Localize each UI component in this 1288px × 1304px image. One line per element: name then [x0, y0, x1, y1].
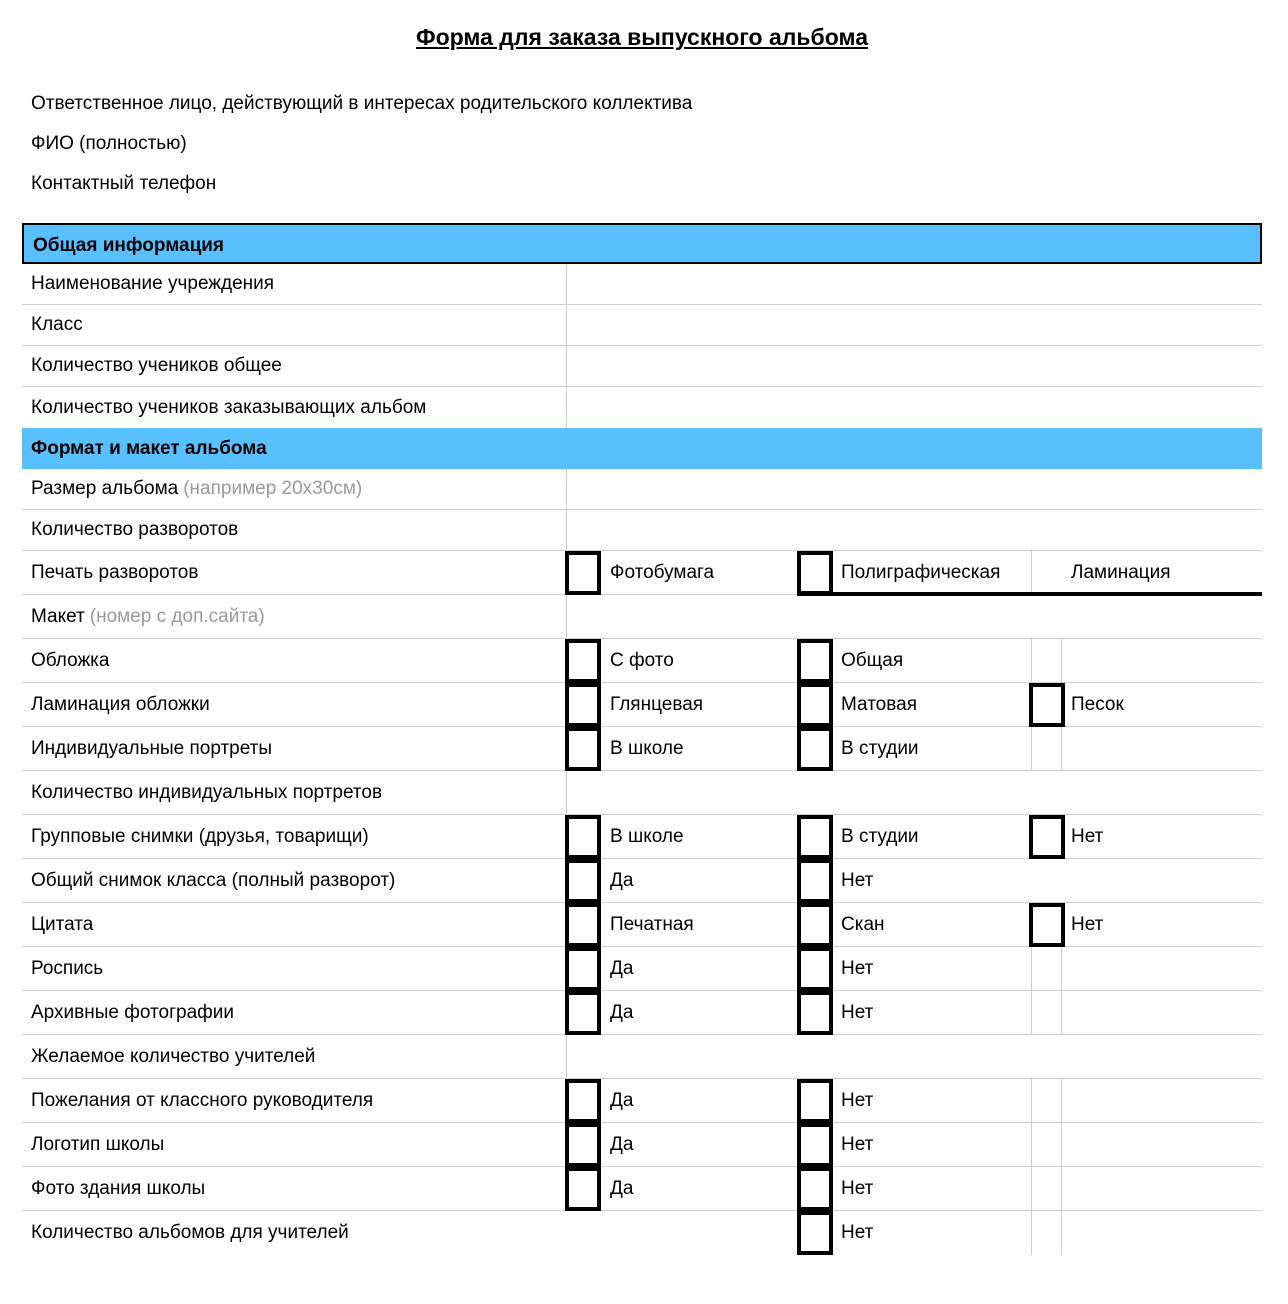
students-ordering-label: Количество учеников заказывающих альбом — [31, 396, 427, 418]
table-row — [22, 947, 1262, 991]
wishes-yes-checkbox[interactable] — [565, 1079, 601, 1123]
section-format-layout: Формат и макет альбома — [22, 428, 1262, 469]
column-divider — [566, 595, 567, 638]
group-no-checkbox[interactable] — [1029, 815, 1065, 859]
column-divider — [1061, 727, 1062, 770]
logo-no-checkbox[interactable] — [797, 1123, 833, 1167]
class-photo-label: Общий снимок класса (полный разворот) — [31, 869, 396, 891]
matte-checkbox[interactable] — [797, 683, 833, 727]
photopaper-checkbox[interactable] — [565, 551, 601, 595]
layout-label: Макет (номер с доп.сайта) — [31, 605, 265, 627]
class-photo-no-checkbox[interactable] — [797, 859, 833, 903]
logo-no-option: Нет — [841, 1133, 874, 1155]
table-row — [22, 683, 1262, 727]
form-title: Форма для заказа выпускного альбома — [415, 24, 868, 50]
matte-option: Матовая — [841, 693, 917, 715]
cover-common-option: Общая — [841, 649, 904, 671]
column-divider — [1031, 551, 1032, 594]
column-divider — [1061, 1211, 1062, 1255]
building-yes-option: Да — [610, 1177, 634, 1199]
table-row — [22, 815, 1262, 859]
table-row — [22, 1211, 1262, 1255]
column-divider — [1061, 1123, 1062, 1166]
table-row — [22, 903, 1262, 947]
contact-phone-label: Контактный телефон — [31, 173, 217, 194]
lamination-option: Ламинация — [1071, 561, 1171, 583]
archive-yes-option: Да — [610, 1001, 634, 1023]
print-spreads-label: Печать разворотов — [31, 561, 199, 583]
group-studio-option: В студии — [841, 825, 919, 847]
archive-no-option: Нет — [841, 1001, 874, 1023]
table-row — [22, 264, 1262, 305]
archive-photos-label: Архивные фотографии — [31, 1001, 234, 1023]
portraits-school-checkbox[interactable] — [565, 727, 601, 771]
sand-option: Песок — [1071, 693, 1124, 715]
cover-photo-option: С фото — [610, 649, 674, 671]
column-divider — [566, 264, 567, 304]
building-no-option: Нет — [841, 1177, 874, 1199]
group-no-option: Нет — [1071, 825, 1104, 847]
column-divider — [1031, 1079, 1032, 1122]
table-row — [22, 551, 1262, 595]
building-yes-checkbox[interactable] — [565, 1167, 601, 1211]
archive-yes-checkbox[interactable] — [565, 991, 601, 1035]
quote-scan-option: Скан — [841, 913, 885, 935]
column-divider — [1061, 639, 1062, 682]
table-row — [22, 1035, 1262, 1079]
polygraphic-checkbox[interactable] — [797, 551, 833, 595]
column-divider — [1031, 1123, 1032, 1166]
column-divider — [1031, 1211, 1032, 1255]
wishes-yes-option: Да — [610, 1089, 634, 1111]
table-row — [22, 1123, 1262, 1167]
table-row — [22, 387, 1262, 428]
class-label: Класс — [31, 314, 83, 335]
quote-no-option: Нет — [1071, 913, 1104, 935]
section-general-info: Общая информация — [22, 223, 1262, 264]
quote-scan-checkbox[interactable] — [797, 903, 833, 947]
portraits-school-option: В школе — [610, 737, 684, 759]
quote-label: Цитата — [31, 913, 94, 935]
sand-checkbox[interactable] — [1029, 683, 1065, 727]
class-photo-no-option: Нет — [841, 869, 874, 891]
logo-yes-option: Да — [610, 1133, 634, 1155]
group-studio-checkbox[interactable] — [797, 815, 833, 859]
signature-label: Роспись — [31, 957, 104, 979]
archive-no-checkbox[interactable] — [797, 991, 833, 1035]
group-school-checkbox[interactable] — [565, 815, 601, 859]
column-divider — [1031, 1167, 1032, 1210]
table-row — [22, 639, 1262, 683]
signature-no-option: Нет — [841, 957, 874, 979]
table-row — [22, 771, 1262, 815]
column-divider — [566, 1035, 567, 1078]
signature-yes-option: Да — [610, 957, 634, 979]
school-building-label: Фото здания школы — [31, 1177, 206, 1199]
signature-no-checkbox[interactable] — [797, 947, 833, 991]
column-divider — [1061, 991, 1062, 1034]
glossy-checkbox[interactable] — [565, 683, 601, 727]
column-divider — [1061, 947, 1062, 990]
quote-printed-option: Печатная — [610, 913, 694, 935]
class-photo-yes-option: Да — [610, 869, 634, 891]
cover-photo-checkbox[interactable] — [565, 639, 601, 683]
group-school-option: В школе — [610, 825, 684, 847]
photopaper-option: Фотобумага — [610, 561, 715, 583]
order-form-table — [22, 223, 1262, 1255]
column-divider — [566, 510, 567, 550]
wishes-no-option: Нет — [841, 1089, 874, 1111]
signature-yes-checkbox[interactable] — [565, 947, 601, 991]
table-row — [22, 346, 1262, 387]
table-row — [22, 859, 1262, 903]
group-photos-label: Групповые снимки (друзья, товарищи) — [31, 825, 369, 847]
teacher-albums-no-checkbox[interactable] — [797, 1211, 833, 1255]
album-size-label: Размер альбома (например 20х30см) — [31, 478, 363, 499]
school-logo-label: Логотип школы — [31, 1133, 165, 1155]
column-divider — [1061, 1167, 1062, 1210]
table-row — [22, 305, 1262, 346]
layout-hint: (номер с доп.сайта) — [89, 605, 265, 627]
full-name-label: ФИО (полностью) — [31, 133, 187, 154]
column-divider — [1031, 947, 1032, 990]
portraits-label: Индивидуальные портреты — [31, 737, 273, 759]
table-row — [22, 469, 1262, 510]
teacher-albums-label: Количество альбомов для учителей — [31, 1222, 349, 1243]
table-row — [22, 727, 1262, 771]
polygraphic-option: Полиграфическая — [841, 561, 1001, 583]
table-row — [22, 1079, 1262, 1123]
wishes-no-checkbox[interactable] — [797, 1079, 833, 1123]
column-divider — [566, 305, 567, 345]
glossy-option: Глянцевая — [610, 693, 704, 715]
teachers-count-label: Желаемое количество учителей — [31, 1045, 316, 1067]
class-photo-yes-checkbox[interactable] — [565, 859, 601, 903]
column-divider — [566, 771, 567, 814]
students-total-label: Количество учеников общее — [31, 355, 282, 376]
column-divider — [1061, 1079, 1062, 1122]
column-divider — [1031, 639, 1032, 682]
spreads-count-label: Количество разворотов — [31, 519, 239, 540]
table-row — [22, 510, 1262, 551]
institution-label: Наименование учреждения — [31, 273, 275, 294]
portraits-count-label: Количество индивидуальных портретов — [31, 781, 383, 803]
table-row — [22, 991, 1262, 1035]
cover-common-checkbox[interactable] — [797, 639, 833, 683]
responsible-person-label: Ответственное лицо, действующий в интересах родительского коллектива — [31, 93, 693, 114]
logo-yes-checkbox[interactable] — [565, 1123, 601, 1167]
column-divider — [566, 469, 567, 509]
column-divider — [566, 346, 567, 386]
table-row — [22, 1167, 1262, 1211]
teacher-wishes-label: Пожелания от классного руководителя — [31, 1089, 374, 1111]
portraits-studio-option: В студии — [841, 737, 919, 759]
cover-label: Обложка — [31, 649, 110, 671]
table-row — [22, 595, 1262, 639]
quote-no-checkbox[interactable] — [1029, 903, 1065, 947]
column-divider — [566, 387, 567, 428]
building-no-checkbox[interactable] — [797, 1167, 833, 1211]
album-size-hint: (например 20х30см) — [183, 478, 363, 499]
teacher-albums-no-option: Нет — [841, 1222, 874, 1243]
column-divider — [1031, 991, 1032, 1034]
quote-printed-checkbox[interactable] — [565, 903, 601, 947]
column-divider — [1031, 727, 1032, 770]
portraits-studio-checkbox[interactable] — [797, 727, 833, 771]
cover-lamination-label: Ламинация обложки — [31, 693, 210, 715]
